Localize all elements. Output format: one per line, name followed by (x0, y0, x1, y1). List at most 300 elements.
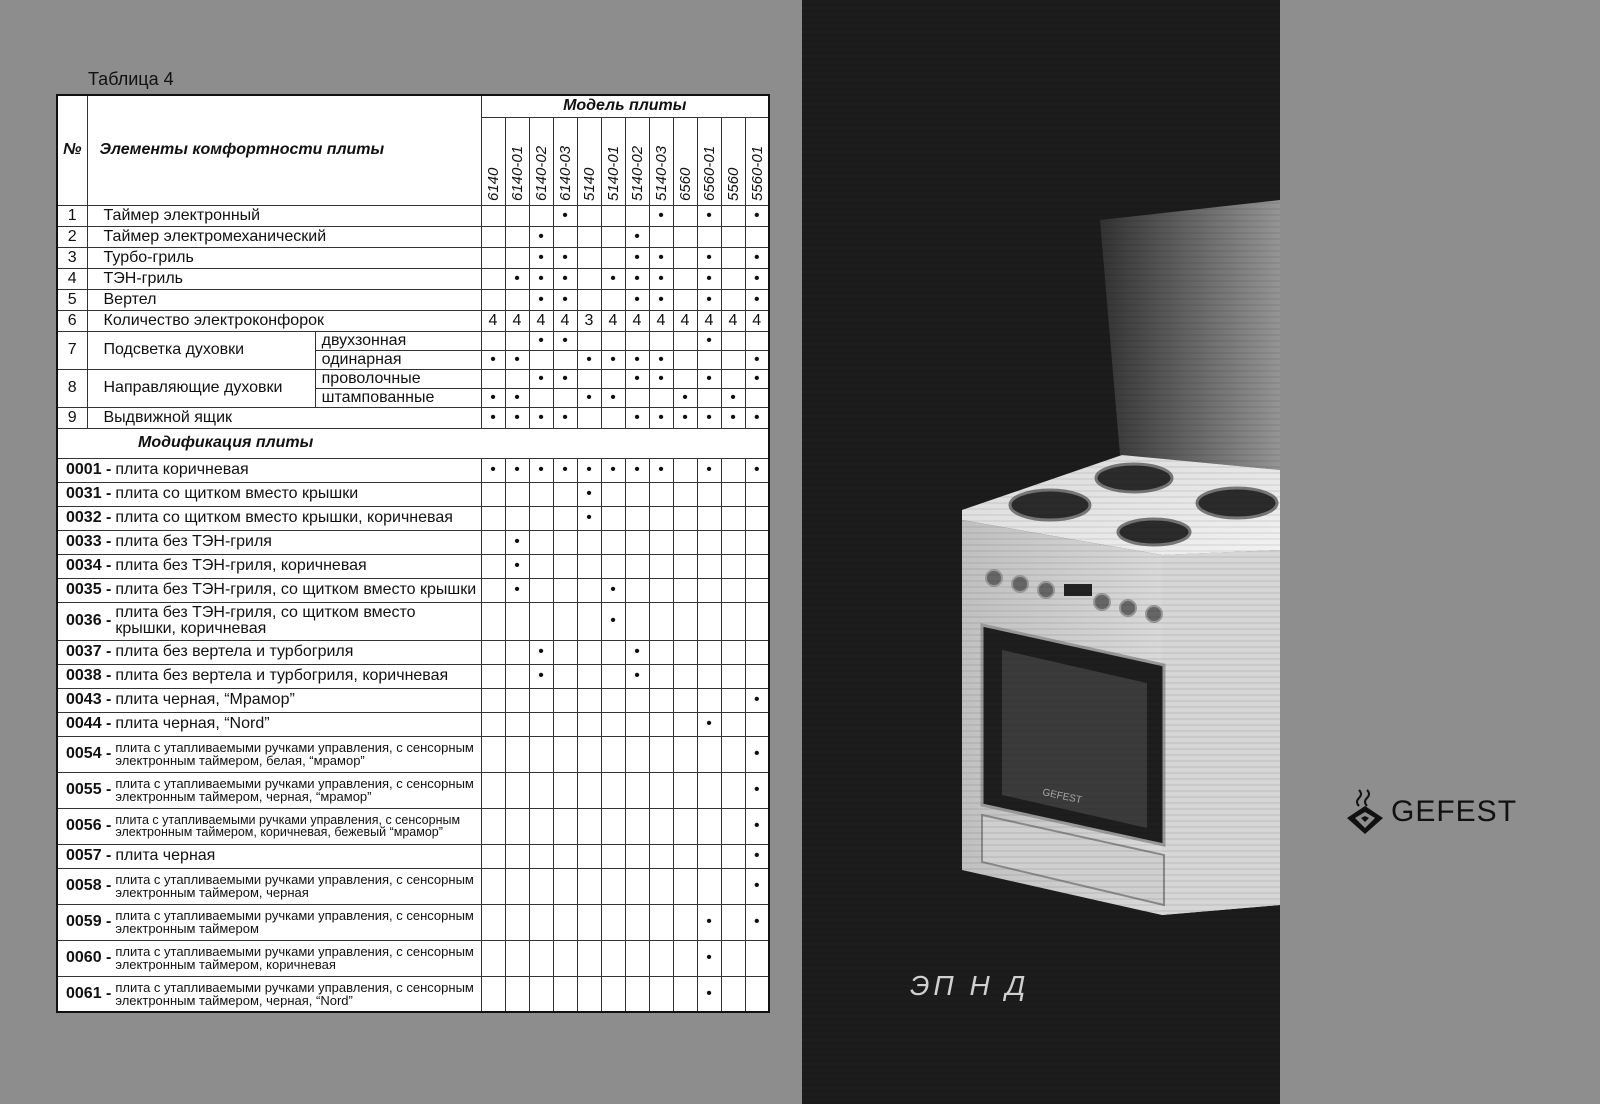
mark-cell: 4 (481, 310, 505, 331)
modification-text: плита черная, “Nord” (115, 715, 270, 732)
modification-content (62, 777, 481, 803)
model-column-header (505, 117, 529, 205)
mark-cell (649, 808, 673, 844)
mark-cell (577, 772, 601, 808)
modification-code: 0033 - (66, 533, 112, 550)
mark-cell (673, 772, 697, 808)
mark-cell (553, 602, 577, 640)
modification-cell (57, 688, 481, 712)
mark-cell (529, 602, 553, 640)
mark-cell (697, 844, 721, 868)
mark-cell (505, 712, 529, 736)
modification-cell (57, 712, 481, 736)
mark-cell: • (625, 369, 649, 388)
modification-text: плита без ТЭН-гриля (115, 533, 272, 550)
mark-cell (697, 664, 721, 688)
modification-text: плита с утапливаемыми ручками управления, с сенсорным электронным таймером, черная, “мрамор” (115, 776, 474, 804)
mark-cell (577, 578, 601, 602)
mark-cell (625, 530, 649, 554)
mark-cell (625, 578, 649, 602)
mark-cell: • (625, 289, 649, 310)
mark-cell (649, 602, 673, 640)
mark-cell (601, 530, 625, 554)
modification-content (62, 741, 481, 767)
mark-cell (721, 268, 745, 289)
mark-cell (697, 640, 721, 664)
mark-cell (553, 388, 577, 407)
mark-cell (481, 640, 505, 664)
mark-cell (721, 712, 745, 736)
mark-cell (673, 844, 697, 868)
mark-cell (529, 736, 553, 772)
mark-cell: • (625, 268, 649, 289)
mark-cell (481, 331, 505, 350)
mark-cell (721, 331, 745, 350)
mod-title-row (57, 428, 769, 458)
mark-cell (553, 530, 577, 554)
modification-content (62, 486, 481, 502)
mark-cell (481, 205, 505, 226)
mark-cell (697, 602, 721, 640)
mark-cell (649, 578, 673, 602)
mark-cell (745, 331, 769, 350)
modification-row (57, 664, 769, 688)
mark-cell: • (697, 247, 721, 268)
mark-cell (721, 458, 745, 482)
model-header: Модель плиты (481, 95, 769, 117)
table-header-row (57, 95, 769, 117)
mark-cell (577, 554, 601, 578)
mark-cell (577, 808, 601, 844)
mark-cell (673, 688, 697, 712)
mark-cell (601, 772, 625, 808)
mark-cell: 4 (553, 310, 577, 331)
mark-cell (697, 736, 721, 772)
model-name: 6560-01 (701, 145, 718, 201)
mark-cell: • (529, 640, 553, 664)
mark-cell (601, 688, 625, 712)
model-name: 5140-03 (653, 145, 670, 201)
mark-cell: • (697, 407, 721, 428)
mark-cell: • (745, 247, 769, 268)
mark-cell (625, 904, 649, 940)
mark-cell (673, 205, 697, 226)
mark-cell (721, 482, 745, 506)
brand-logo (1345, 788, 1517, 836)
mark-cell (553, 350, 577, 369)
modification-cell (57, 530, 481, 554)
mark-cell (697, 554, 721, 578)
mark-cell (553, 868, 577, 904)
mark-cell (697, 482, 721, 506)
modification-row (57, 808, 769, 844)
mark-cell (649, 736, 673, 772)
mark-cell: • (529, 289, 553, 310)
mark-cell (481, 664, 505, 688)
mark-cell (625, 205, 649, 226)
mark-cell (529, 578, 553, 602)
comfort-elements-table (56, 94, 770, 1013)
mark-cell: • (625, 407, 649, 428)
mark-cell (649, 904, 673, 940)
mark-cell (577, 205, 601, 226)
mark-cell (649, 506, 673, 530)
mark-cell (721, 904, 745, 940)
mark-cell (529, 844, 553, 868)
mark-cell (553, 772, 577, 808)
mark-cell: 4 (529, 310, 553, 331)
model-column-header (649, 117, 673, 205)
mark-cell (553, 578, 577, 602)
modification-cell (57, 868, 481, 904)
mark-cell: 3 (577, 310, 601, 331)
mark-cell (577, 640, 601, 664)
mark-cell (625, 772, 649, 808)
mark-cell (601, 904, 625, 940)
table-caption: Таблица 4 (88, 69, 174, 89)
modification-text: плита без ТЭН-гриля, со щитком вместо крышки (115, 581, 477, 598)
modification-content (62, 692, 481, 708)
element-label: Количество электроконфорок (87, 310, 481, 331)
mark-cell (481, 226, 505, 247)
mark-cell (673, 712, 697, 736)
element-label: Выдвижной ящик (87, 407, 481, 428)
modification-text: плита с утапливаемыми ручками управления, с сенсорным электронным таймером, черная, “Nord” (115, 979, 474, 1008)
mark-cell (529, 772, 553, 808)
model-column-header (577, 117, 601, 205)
table-row (57, 310, 769, 331)
modification-cell (57, 904, 481, 940)
model-name: 6560 (677, 167, 694, 201)
modification-row (57, 554, 769, 578)
mark-cell: • (625, 226, 649, 247)
modification-code: 0044 - (66, 715, 112, 732)
mark-cell (577, 530, 601, 554)
mark-cell (481, 530, 505, 554)
mark-cell (625, 808, 649, 844)
model-column-header (625, 117, 649, 205)
mark-cell: 4 (697, 310, 721, 331)
mark-cell: • (697, 976, 721, 1012)
mark-cell (505, 844, 529, 868)
mark-cell (721, 844, 745, 868)
mark-cell (697, 808, 721, 844)
mark-cell: • (577, 458, 601, 482)
modification-code: 0055 - (66, 781, 112, 798)
mark-cell: • (745, 268, 769, 289)
mark-cell (481, 976, 505, 1012)
modification-content (62, 848, 481, 864)
modification-row (57, 904, 769, 940)
mark-cell (481, 506, 505, 530)
mark-cell: • (529, 664, 553, 688)
mark-cell (505, 940, 529, 976)
mark-cell (601, 736, 625, 772)
modification-text: плита с утапливаемыми ручками управления, с сенсорным электронным таймером, белая, “мрамор” (115, 740, 474, 768)
mark-cell (721, 289, 745, 310)
mark-cell (625, 712, 649, 736)
mark-cell (601, 976, 625, 1012)
modification-text: плита со щитком вместо крышки (115, 485, 359, 502)
mark-cell: • (529, 226, 553, 247)
mark-cell (553, 736, 577, 772)
modification-row (57, 976, 769, 1012)
modification-cell (57, 578, 481, 602)
mark-cell (505, 369, 529, 388)
modification-row (57, 712, 769, 736)
row-number: 4 (57, 268, 87, 289)
mark-cell (577, 247, 601, 268)
mark-cell (697, 530, 721, 554)
mark-cell (577, 407, 601, 428)
mark-cell (601, 226, 625, 247)
mark-cell (481, 688, 505, 712)
model-name: 6140 (485, 167, 502, 201)
mark-cell (529, 868, 553, 904)
mark-cell (625, 506, 649, 530)
mark-cell (721, 247, 745, 268)
modification-row (57, 458, 769, 482)
mark-cell (505, 736, 529, 772)
mark-cell (649, 772, 673, 808)
modification-code: 0037 - (66, 643, 112, 660)
mark-cell (505, 226, 529, 247)
mark-cell: • (601, 268, 625, 289)
modification-row (57, 844, 769, 868)
mark-cell (673, 602, 697, 640)
modification-row (57, 530, 769, 554)
modification-text: плита черная, “Мрамор” (115, 691, 295, 708)
model-name: 5560-01 (748, 145, 766, 201)
mark-cell (673, 940, 697, 976)
modification-text: плита с утапливаемыми ручками управления, с сенсорным электронным таймером (115, 908, 474, 936)
mark-cell (673, 268, 697, 289)
mark-cell (481, 808, 505, 844)
mark-cell (625, 844, 649, 868)
mark-cell (529, 554, 553, 578)
mark-cell (721, 602, 745, 640)
mark-cell (649, 640, 673, 664)
row-number: 1 (57, 205, 87, 226)
cover-panel (802, 0, 1280, 1104)
sub-label: проволочные (315, 369, 481, 388)
mark-cell: • (649, 369, 673, 388)
sub-label: штампованные (315, 388, 481, 407)
model-column-header (745, 117, 769, 205)
mark-cell (649, 226, 673, 247)
mark-cell (529, 482, 553, 506)
modification-text: плита со щитком вместо крышки, коричневая (115, 509, 453, 526)
mark-cell (745, 482, 769, 506)
modification-content (62, 814, 481, 839)
brand-name: GEFEST (1391, 795, 1518, 828)
mark-cell (577, 688, 601, 712)
modification-code: 0057 - (66, 847, 112, 864)
mark-cell: • (601, 388, 625, 407)
mark-cell (601, 205, 625, 226)
modification-cell (57, 482, 481, 506)
sub-label: двухзонная (315, 331, 481, 350)
mark-cell (649, 388, 673, 407)
mark-cell (745, 226, 769, 247)
mark-cell (577, 331, 601, 350)
mark-cell (745, 712, 769, 736)
mark-cell (553, 482, 577, 506)
mark-cell (721, 976, 745, 1012)
mark-cell: • (601, 458, 625, 482)
mark-cell (649, 331, 673, 350)
mark-cell (649, 976, 673, 1012)
mark-cell (505, 976, 529, 1012)
mark-cell (625, 940, 649, 976)
modification-code: 0054 - (66, 745, 112, 762)
mark-cell (601, 289, 625, 310)
mark-cell (529, 808, 553, 844)
mark-cell (721, 226, 745, 247)
mark-cell (553, 506, 577, 530)
mark-cell (601, 664, 625, 688)
mark-cell (601, 482, 625, 506)
mark-cell: • (529, 331, 553, 350)
mark-cell (577, 736, 601, 772)
mark-cell: • (505, 578, 529, 602)
row-number: 7 (57, 331, 87, 369)
mark-cell: • (553, 247, 577, 268)
mark-cell: 4 (649, 310, 673, 331)
mark-cell (697, 388, 721, 407)
mark-cell (481, 736, 505, 772)
mark-cell (625, 554, 649, 578)
row-number: 6 (57, 310, 87, 331)
mark-cell: • (673, 388, 697, 407)
mark-cell (649, 482, 673, 506)
model-name: 5140-01 (605, 145, 622, 201)
mark-cell: • (649, 268, 673, 289)
mark-cell (673, 868, 697, 904)
model-column-header (697, 117, 721, 205)
mark-cell: • (649, 458, 673, 482)
mark-cell (505, 205, 529, 226)
element-label: Направляющие духовки (87, 369, 315, 407)
mark-cell (745, 664, 769, 688)
mark-cell (721, 554, 745, 578)
row-number: 9 (57, 407, 87, 428)
mark-cell: • (697, 940, 721, 976)
mark-cell: • (649, 350, 673, 369)
mark-cell (577, 844, 601, 868)
modification-content (62, 909, 481, 935)
table-row (57, 247, 769, 268)
mark-cell: • (577, 388, 601, 407)
mark-cell: • (745, 369, 769, 388)
number-header: № (57, 95, 87, 205)
mark-cell (721, 205, 745, 226)
mark-cell: • (577, 506, 601, 530)
modification-code: 0038 - (66, 667, 112, 684)
modification-cell (57, 736, 481, 772)
row-number: 5 (57, 289, 87, 310)
mark-cell (601, 407, 625, 428)
mark-cell: • (697, 904, 721, 940)
mark-cell: • (625, 458, 649, 482)
modification-cell (57, 458, 481, 482)
model-name: 6140-03 (557, 145, 574, 201)
mark-cell (673, 482, 697, 506)
modification-code: 0043 - (66, 691, 112, 708)
modification-content (62, 605, 481, 637)
mark-cell: • (745, 844, 769, 868)
modification-content (62, 668, 481, 684)
mark-cell (601, 940, 625, 976)
modification-cell (57, 640, 481, 664)
mark-cell: • (697, 458, 721, 482)
mark-cell (505, 602, 529, 640)
mark-cell: • (601, 350, 625, 369)
mark-cell: • (553, 289, 577, 310)
modification-cell (57, 506, 481, 530)
mark-cell (553, 664, 577, 688)
modification-code: 0061 - (66, 984, 112, 1002)
modification-row (57, 602, 769, 640)
modification-content (62, 945, 481, 971)
modification-cell (57, 664, 481, 688)
modification-text: плита без вертела и турбогриля, коричневая (115, 667, 449, 684)
mark-cell (553, 808, 577, 844)
mark-cell (553, 640, 577, 664)
modification-code: 0036 - (66, 612, 112, 629)
mark-cell (529, 904, 553, 940)
mark-cell (649, 844, 673, 868)
mark-cell (481, 268, 505, 289)
mark-cell (745, 602, 769, 640)
mark-cell (649, 664, 673, 688)
mark-cell: • (505, 350, 529, 369)
table-row (57, 226, 769, 247)
modification-text: плита коричневая (115, 461, 249, 478)
mark-cell (481, 289, 505, 310)
mark-cell (529, 688, 553, 712)
mark-cell (601, 331, 625, 350)
mark-cell: • (649, 205, 673, 226)
mark-cell (601, 247, 625, 268)
mark-cell (505, 868, 529, 904)
mark-cell (625, 976, 649, 1012)
series-label: ЭП Н Д (910, 970, 1030, 1001)
mark-cell (721, 688, 745, 712)
mark-cell (601, 554, 625, 578)
table-row (57, 331, 769, 350)
mark-cell: • (625, 350, 649, 369)
mark-cell: • (577, 482, 601, 506)
modification-code: 0001 - (66, 461, 112, 478)
mark-cell: • (649, 289, 673, 310)
mark-cell (529, 350, 553, 369)
mark-cell: • (553, 458, 577, 482)
mark-cell: • (529, 247, 553, 268)
mark-cell: • (553, 369, 577, 388)
mark-cell (673, 458, 697, 482)
mark-cell (529, 976, 553, 1012)
modification-text: плита с утапливаемыми ручками управления, с сенсорным электронным таймером, черная (115, 872, 474, 900)
modification-content (62, 644, 481, 660)
mark-cell (529, 205, 553, 226)
mark-cell: • (721, 388, 745, 407)
mark-cell (481, 904, 505, 940)
modification-code: 0060 - (66, 949, 112, 966)
modification-cell (57, 808, 481, 844)
mark-cell (481, 712, 505, 736)
right-margin (1280, 0, 1600, 1104)
